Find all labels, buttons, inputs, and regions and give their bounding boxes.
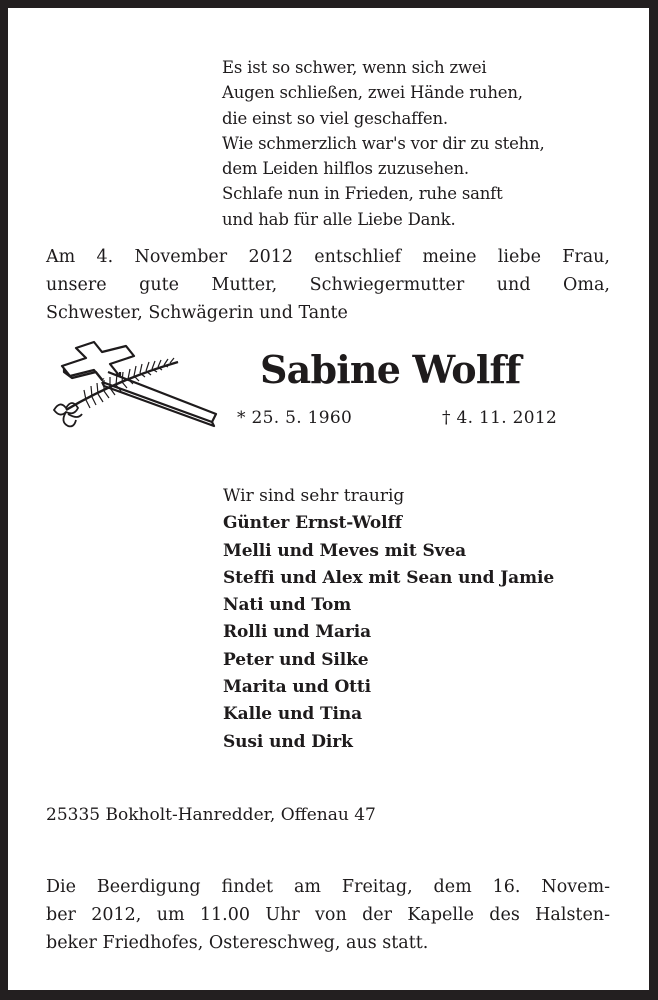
poem-line: die einst so viel geschaffen.: [222, 108, 448, 128]
deceased-name: Sabine Wolff: [260, 347, 521, 392]
mourner-name: Günter Ernst-Wolff: [223, 513, 402, 534]
mourner-name: Susi und Dirk: [223, 731, 353, 752]
mourner-name: Rolli und Maria: [223, 622, 372, 643]
poem-line: dem Leiden hilflos zuzusehen.: [222, 159, 469, 179]
mourner-name: Steffi und Alex mit Sean und Jamie: [223, 567, 555, 588]
poem: [222, 55, 545, 232]
funeral-line: beker Friedhofes, Ostereschweg, aus statt.: [46, 933, 429, 953]
mourner-name: Peter und Silke: [223, 649, 369, 670]
poem-line: Wie schmerzlich war's vor dir zu stehn,: [222, 133, 545, 153]
mourner-name: Melli und Meves mit Svea: [223, 540, 467, 561]
poem-line: und hab für alle Liebe Dank.: [222, 209, 456, 229]
obituary-notice: [8, 8, 649, 990]
mourners-lead: Wir sind sehr traurig: [223, 486, 405, 506]
mourner-name: Nati und Tom: [223, 595, 352, 616]
funeral-line: Die Beerdigung findet am Freitag, dem 16. Novem-: [46, 877, 610, 897]
poem-line: Es ist so schwer, wenn sich zwei: [222, 58, 487, 77]
poem-line: Schlafe nun in Frieden, ruhe sanft: [222, 184, 503, 204]
funeral-line: ber 2012, um 11.00 Uhr von der Kapelle des Halsten-: [46, 905, 610, 925]
cross-with-palm-frond-icon: [46, 340, 230, 430]
announcement-line: Am 4. November 2012 entschlief meine liebe Frau,: [46, 247, 610, 267]
death-date: † 4. 11. 2012: [442, 408, 558, 428]
birth-date: * 25. 5. 1960: [237, 408, 353, 428]
address: 25335 Bokholt-Hanredder, Offenau 47: [46, 805, 376, 825]
poem-line: Augen schließen, zwei Hände ruhen,: [222, 83, 523, 103]
announcement-line: Schwester, Schwägerin und Tante: [46, 303, 348, 323]
announcement-line: unsere gute Mutter, Schwiegermutter und Oma,: [46, 275, 610, 295]
mourners-list: [223, 483, 554, 756]
mourner-name: Marita und Otti: [223, 677, 372, 698]
announcement-text: [46, 243, 610, 327]
mourner-name: Kalle und Tina: [223, 704, 363, 725]
funeral-info: [46, 873, 610, 957]
